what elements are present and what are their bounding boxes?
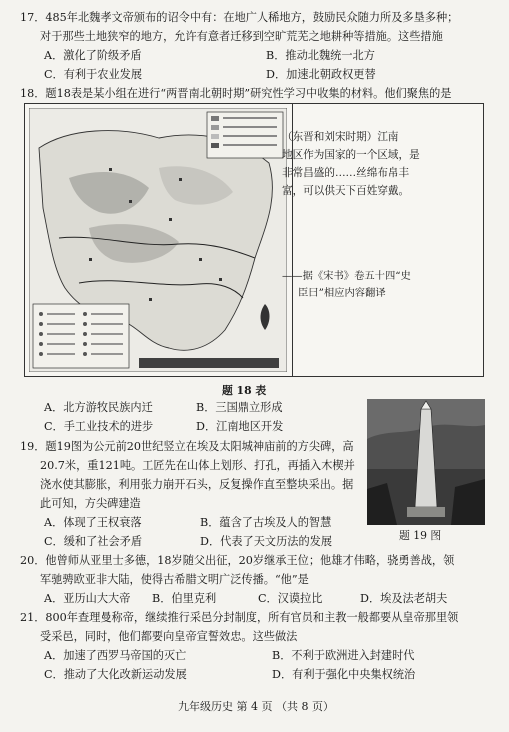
q19-stem-line2: 20.7米，重121吨。工匠先在山体上划形、打孔，再插入木楔并 bbox=[40, 459, 355, 472]
q18-caption: 题 18 表 bbox=[222, 384, 267, 397]
q19-stem-line4: 此可知，方尖碑建造 bbox=[40, 497, 141, 510]
q20-stem-line1: 20．他曾师从亚里士多德，18岁随父出征，20岁继承王位；他雄才伟略，骁勇善战，领 bbox=[20, 554, 455, 567]
quote-line-4: 富，可以供天下百姓穿戴。 bbox=[282, 185, 410, 197]
q20-option-c: C．汉谟拉比 bbox=[258, 592, 323, 605]
quote-line-1: （东晋和刘宋时期）江南 bbox=[282, 131, 399, 143]
q18-quote bbox=[282, 128, 452, 200]
q19-option-a: A．体现了王权衰落 bbox=[44, 516, 142, 529]
q20-option-b: B．伯里克利 bbox=[152, 592, 217, 605]
quote-line-3: 非常昌盛的……丝绵布帛丰 bbox=[282, 167, 410, 179]
q19-option-c: C．缓和了社会矛盾 bbox=[44, 535, 143, 548]
q19-option-d: D．代表了天文历法的发展 bbox=[200, 535, 333, 548]
q17-option-d: D．加速北朝政权更替 bbox=[266, 68, 376, 81]
q21-stem-line1: 21．800年查理曼称帝，继续推行采邑分封制度，所有官员和主教一般都要从皇帝那里领 bbox=[20, 611, 459, 624]
q20-option-a: A．亚历山大大帝 bbox=[44, 592, 131, 605]
page-footer: 九年级历史 第 4 页 （共 8 页） bbox=[178, 700, 334, 713]
q21-option-c: C．推动了大化改新运动发展 bbox=[44, 668, 187, 681]
q18-option-b: B．三国鼎立形成 bbox=[196, 401, 283, 414]
source-line-1: ——据《宋书》卷五十四“史 bbox=[282, 270, 411, 282]
q18-stem-line1: 18．题18表是某小组在进行“两晋南北朝时期”研究性学习中收集的材料。他们聚焦的是 bbox=[20, 87, 452, 100]
q17-stem-line1: 17．485年北魏孝文帝颁布的诏令中有：在地广人稀地方，鼓励民众随力所及多垦多种； bbox=[20, 11, 459, 24]
q18-option-d: D．江南地区开发 bbox=[196, 420, 284, 433]
q21-option-b: B．不利于欧洲进入封建时代 bbox=[272, 649, 415, 662]
source-line-2: 臣曰”相应内容翻译 bbox=[298, 287, 386, 299]
q21-option-a: A．加速了西罗马帝国的灭亡 bbox=[44, 649, 187, 662]
obelisk-photo bbox=[367, 399, 485, 525]
q17-option-c: C．有利于农业发展 bbox=[44, 68, 143, 81]
q17-option-b: B．推动北魏统一北方 bbox=[266, 49, 375, 62]
q21-stem-line2: 受采邑，同时，他们都要向皇帝宣誓效忠。这些做法 bbox=[40, 630, 298, 643]
q19-option-b: B．蕴含了古埃及人的智慧 bbox=[200, 516, 332, 529]
q19-stem-line3: 浇水使其膨胀，利用张力崩开石头，反复操作直至整块采出。据 bbox=[40, 478, 354, 491]
q19-caption: 题 19 图 bbox=[399, 529, 442, 542]
q17-option-a: A．激化了阶级矛盾 bbox=[44, 49, 142, 62]
q21-option-d: D．有利于强化中央集权统治 bbox=[272, 668, 416, 681]
q20-stem-line2: 军驰骋欧亚非大陆，使得古希腊文明广泛传播。“他”是 bbox=[40, 573, 309, 586]
q19-stem-line1: 19．题19图为公元前20世纪竖立在埃及太阳城神庙前的方尖碑，高 bbox=[20, 440, 354, 453]
q18-option-c: C．手工业技术的进步 bbox=[44, 420, 154, 433]
q20-option-d: D．埃及法老胡夫 bbox=[360, 592, 448, 605]
quote-line-2: 地区作为国家的一个区域，是 bbox=[282, 149, 420, 161]
historical-map-image bbox=[29, 108, 287, 372]
q18-option-a: A．北方游牧民族内迁 bbox=[44, 401, 153, 414]
q17-stem-line2: 对于那些土地狭窄的地方，允许有意者迁移到空旷荒芜之地耕种等措施。这些措施 bbox=[40, 30, 443, 43]
q18-quote-source bbox=[282, 202, 457, 302]
